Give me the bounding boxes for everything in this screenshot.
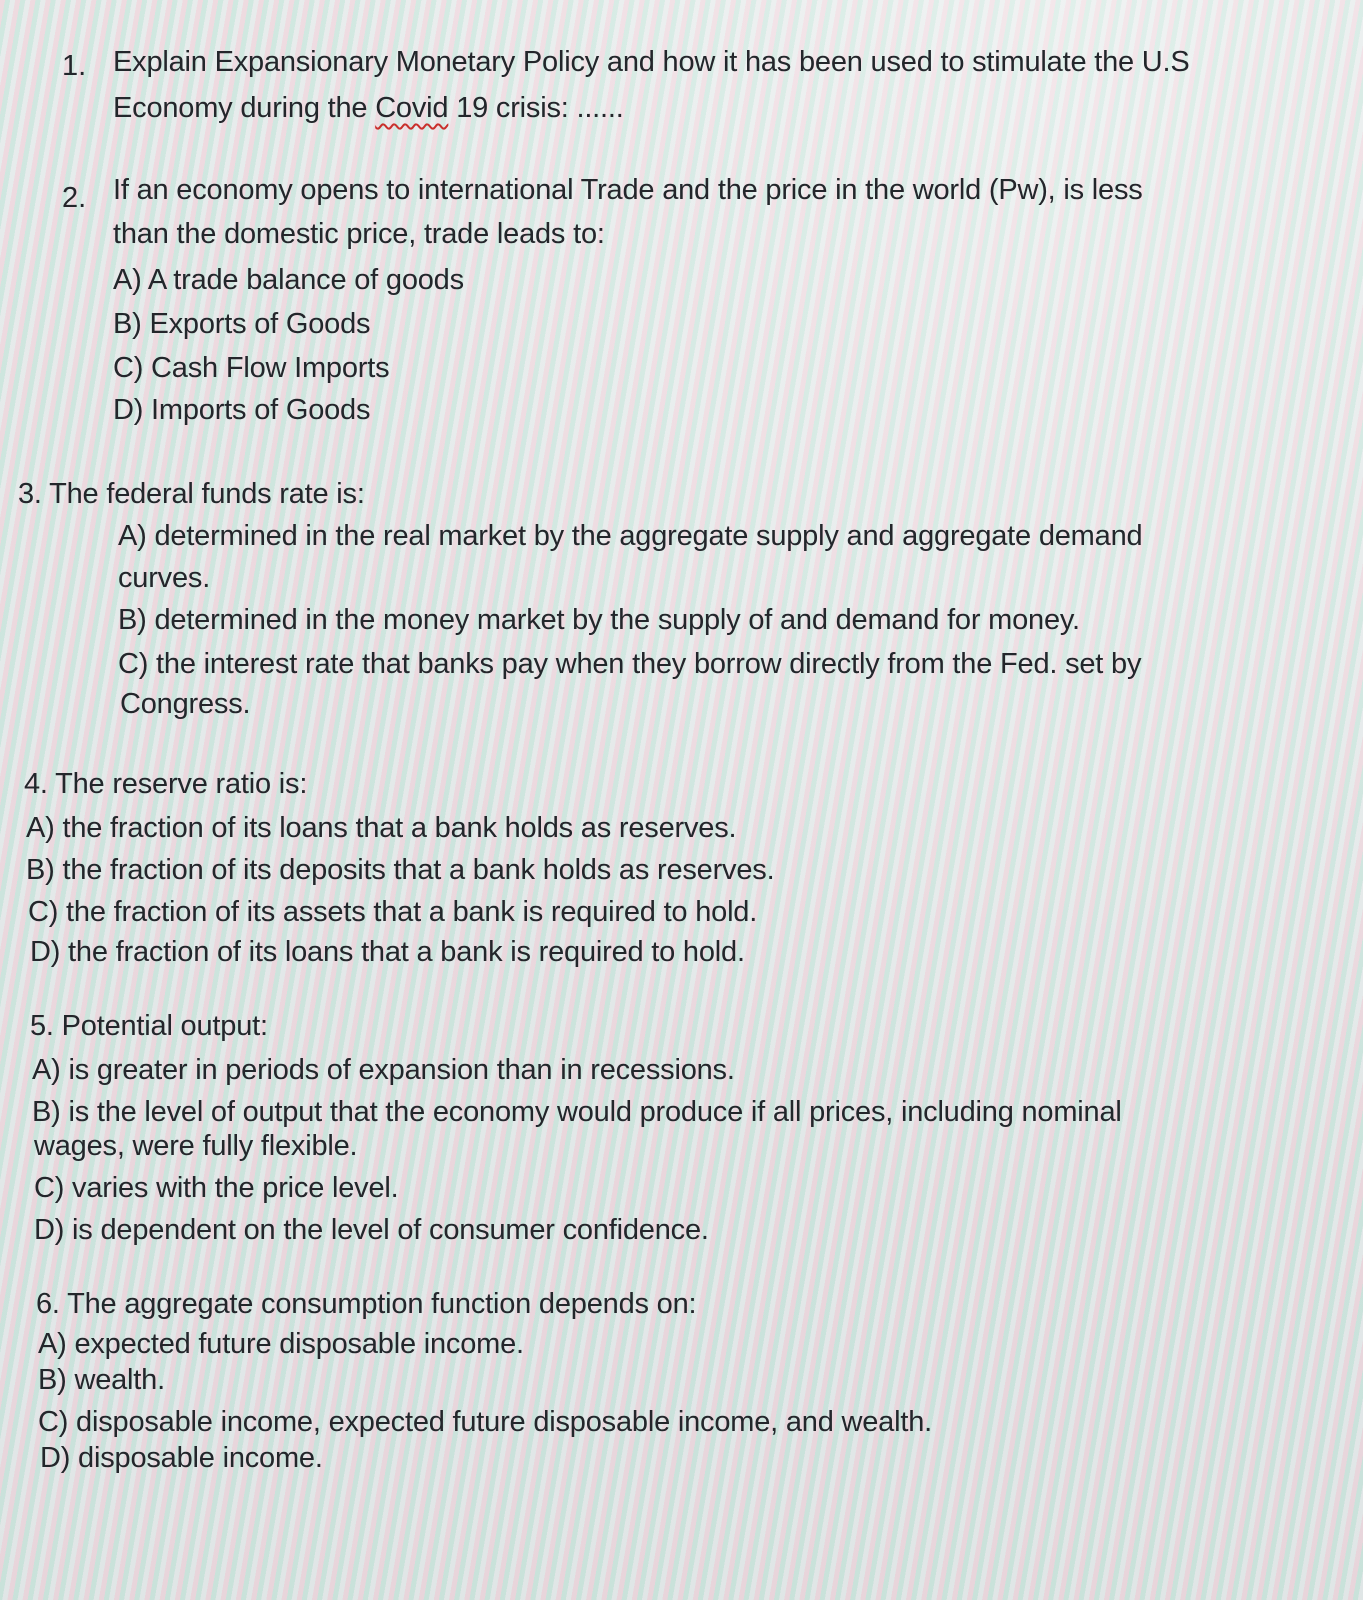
answer-option-c: C) disposable income, expected future disposable income, and wealth. xyxy=(38,1406,932,1438)
answer-option-b: B) Exports of Goods xyxy=(113,308,371,340)
question-stem-line: Economy during the Covid 19 crisis: ...... xyxy=(113,92,624,124)
answer-option-c: C) varies with the price level. xyxy=(34,1172,399,1204)
question-stem: 3. The federal funds rate is: xyxy=(18,478,365,510)
answer-option-a: A) is greater in periods of expansion than in recessions. xyxy=(32,1054,735,1086)
answer-option-a-continued: curves. xyxy=(118,562,211,594)
answer-option-b: B) wealth. xyxy=(38,1364,165,1396)
answer-option-b-continued: wages, were fully flexible. xyxy=(34,1130,358,1162)
answer-option-d: D) disposable income. xyxy=(40,1442,323,1474)
question-stem: 4. The reserve ratio is: xyxy=(24,768,308,800)
answer-option-c: C) the fraction of its assets that a bank is required to hold. xyxy=(28,896,758,928)
answer-option-a: A) expected future disposable income. xyxy=(38,1328,524,1360)
question-number: 2. xyxy=(62,182,87,214)
answer-option-c: C) the interest rate that banks pay when they borrow directly from the Fed. set by xyxy=(118,648,1142,680)
answer-option-c-continued: Congress. xyxy=(120,688,251,720)
answer-option-a: A) the fraction of its loans that a bank holds as reserves. xyxy=(26,812,737,844)
answer-option-d: D) is dependent on the level of consumer confidence. xyxy=(34,1214,709,1246)
answer-option-b: B) determined in the money market by the supply of and demand for money. xyxy=(118,604,1080,636)
answer-option-a: A) determined in the real market by the aggregate supply and aggregate demand xyxy=(118,520,1143,552)
answer-option-b: B) is the level of output that the economy would produce if all prices, including nominal xyxy=(32,1096,1122,1128)
answer-option-d: D) the fraction of its loans that a bank is required to hold. xyxy=(30,936,745,968)
question-number: 1. xyxy=(62,50,87,82)
answer-option-c: C) Cash Flow Imports xyxy=(113,352,390,384)
answer-option-b: B) the fraction of its deposits that a bank holds as reserves. xyxy=(26,854,775,886)
question-stem-line: Explain Expansionary Monetary Policy and how it has been used to stimulate the U.S xyxy=(113,46,1190,78)
question-stem: 5. Potential output: xyxy=(30,1010,268,1042)
question-stem-line: If an economy opens to international Trade and the price in the world (Pw), is less xyxy=(113,174,1143,206)
answer-option-d: D) Imports of Goods xyxy=(113,394,371,426)
answer-option-a: A) A trade balance of goods xyxy=(113,264,464,296)
question-stem-line: than the domestic price, trade leads to: xyxy=(113,218,605,250)
question-stem: 6. The aggregate consumption function depends on: xyxy=(36,1288,697,1320)
spellcheck-flagged-word: Covid xyxy=(375,92,449,124)
